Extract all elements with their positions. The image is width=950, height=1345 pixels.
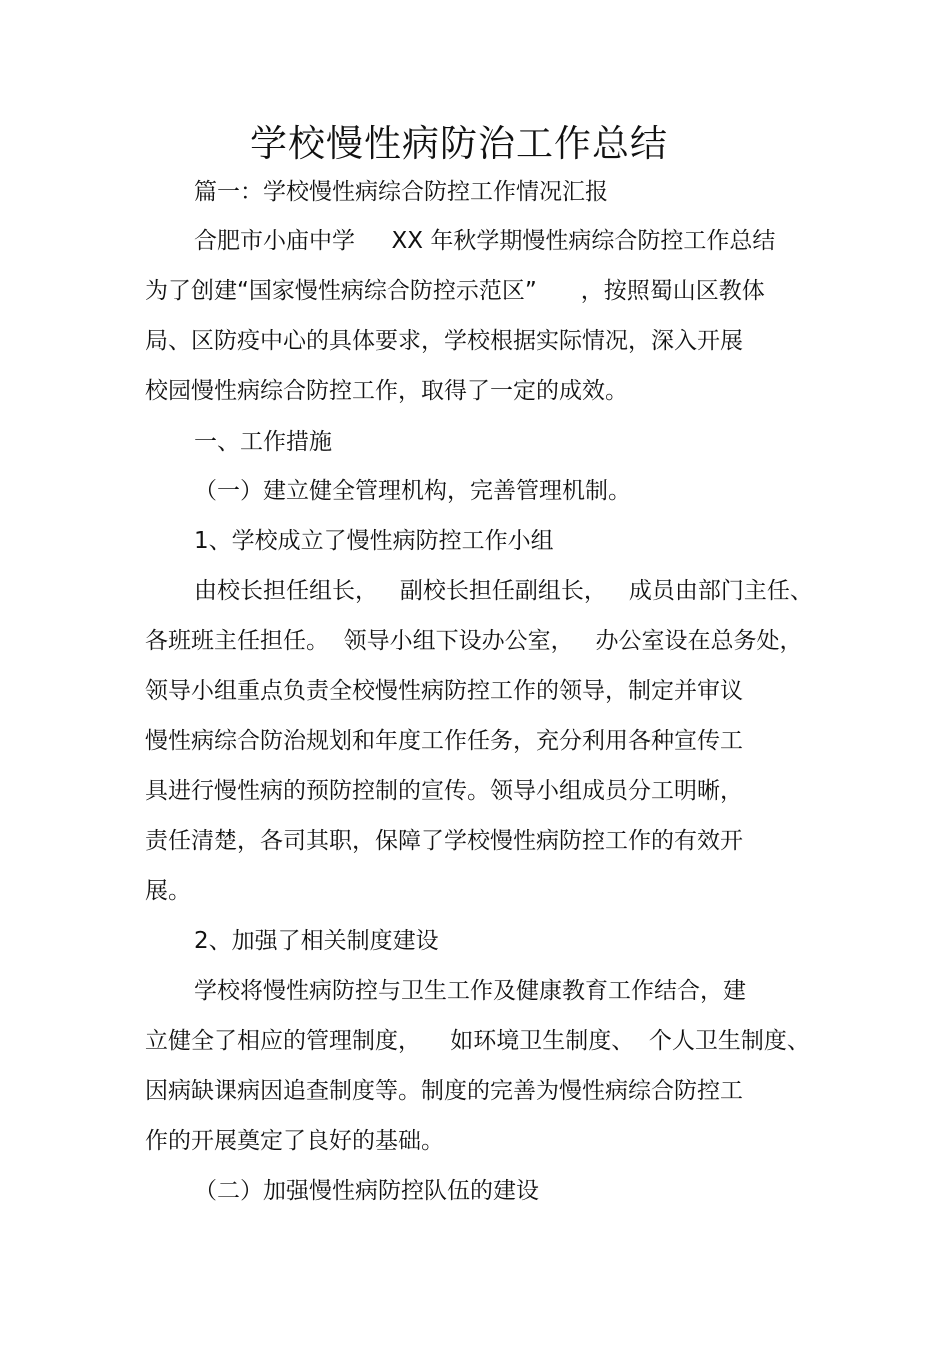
document-title: 学校慢性病防治工作总结 — [250, 122, 668, 165]
paragraph-line: 立健全了相应的管理制度， 如环境卫生制度、 个人卫生制度、 — [145, 1028, 810, 1054]
paragraph-line: 责任清楚，各司其职，保障了学校慢性病防控工作的有效开 — [145, 828, 743, 854]
item-heading: 1、学校成立了慢性病防控工作小组 — [194, 528, 554, 554]
subsection-heading: （一）建立健全管理机构，完善管理机制。 — [194, 478, 631, 504]
paragraph-line: 各班班主任担任。 领导小组下设办公室， 办公室设在总务处， — [145, 628, 803, 654]
paragraph-line: 具进行慢性病的预防控制的宣传。领导小组成员分工明晰， — [145, 778, 743, 804]
paragraph-line: 合肥市小庙中学 XX 年秋学期慢性病综合防控工作总结 — [194, 228, 776, 254]
subtitle-line: 篇一：学校慢性病综合防控工作情况汇报 — [194, 179, 608, 205]
paragraph-line: 由校长担任组长， 副校长担任副组长， 成员由部门主任、 — [194, 578, 813, 604]
paragraph-line: 学校将慢性病防控与卫生工作及健康教育工作结合，建 — [194, 978, 746, 1004]
paragraph-line: 展。 — [145, 878, 191, 904]
paragraph-line: 慢性病综合防治规划和年度工作任务，充分利用各种宣传工 — [145, 728, 743, 754]
paragraph-line: 领导小组重点负责全校慢性病防控工作的领导，制定并审议 — [145, 678, 743, 704]
paragraph-line: 校园慢性病综合防控工作，取得了一定的成效。 — [145, 378, 628, 404]
item-heading: 2、加强了相关制度建设 — [194, 928, 439, 954]
paragraph-line: 局、区防疫中心的具体要求，学校根据实际情况，深入开展 — [145, 328, 743, 354]
subsection-heading: （二）加强慢性病防控队伍的建设 — [194, 1178, 539, 1204]
paragraph-line: 为了创建“国家慢性病综合防控示范区” ，按照蜀山区教体 — [145, 278, 765, 304]
paragraph-line: 作的开展奠定了良好的基础。 — [145, 1128, 444, 1154]
paragraph-line: 因病缺课病因追查制度等。制度的完善为慢性病综合防控工 — [145, 1078, 743, 1104]
section-heading: 一、工作措施 — [194, 429, 332, 455]
